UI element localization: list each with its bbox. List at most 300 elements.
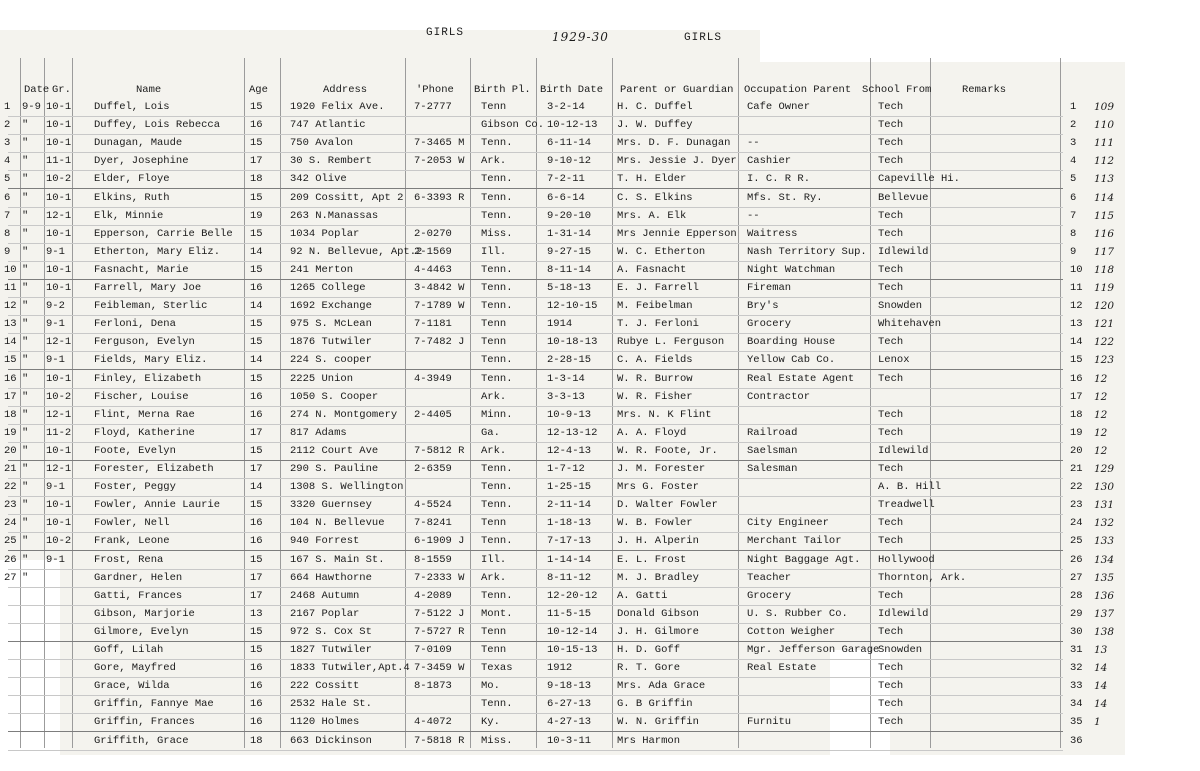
entry-date: " [22, 137, 29, 149]
phone: 6-1909 J [414, 535, 465, 547]
line-number: 4 [4, 155, 11, 167]
phone: 7-5727 R [414, 626, 465, 638]
age: 14 [250, 481, 263, 493]
occupation: Teacher [747, 572, 792, 584]
birth-place: Tenn. [481, 264, 513, 276]
row-count: 17 [1070, 391, 1083, 403]
birth-place: Tenn. [481, 137, 513, 149]
parent-guardian: Mrs. D. F. Dunagan [617, 137, 731, 149]
address: 1876 Tutwiler [290, 336, 372, 348]
row-rule [8, 388, 1063, 389]
row-rule [8, 750, 1063, 751]
age: 15 [250, 336, 263, 348]
birth-place: Tenn. [481, 499, 513, 511]
col-header-address: Address [323, 84, 368, 96]
row-count: 7 [1070, 210, 1077, 222]
phone: 7-5812 R [414, 445, 465, 457]
address: 209 Cossitt, Apt 2 [290, 192, 404, 204]
entry-date: " [22, 173, 29, 185]
birth-date: 6-11-14 [547, 137, 592, 149]
remark-number: 12 [1094, 409, 1108, 421]
grade: 9-1 [46, 554, 65, 566]
phone: 7-5818 R [414, 735, 465, 747]
remark-number: 116 [1094, 228, 1115, 240]
birth-date: 9-10-12 [547, 155, 592, 167]
row-count: 30 [1070, 626, 1083, 638]
row-count: 26 [1070, 554, 1083, 566]
birth-date: 6-27-13 [547, 698, 592, 710]
parent-guardian: T. H. Elder [617, 173, 687, 185]
remark-number: 135 [1094, 572, 1115, 584]
address: 241 Merton [290, 264, 354, 276]
address: 663 Dickinson [290, 735, 372, 747]
remark-number: 110 [1094, 119, 1115, 131]
parent-guardian: Rubye L. Ferguson [617, 336, 725, 348]
student-name: Gilmore, Evelyn [94, 626, 189, 638]
entry-date: " [22, 499, 29, 511]
occupation: Cafe Owner [747, 101, 811, 113]
birth-date: 1-18-13 [547, 517, 592, 529]
student-name: Fields, Mary Eliz. [94, 354, 208, 366]
occupation: Night Watchman [747, 264, 836, 276]
school-from: Tech [878, 228, 904, 240]
occupation: Waitress [747, 228, 798, 240]
phone: 7-2333 W [414, 572, 465, 584]
grade: 10-1 [46, 192, 72, 204]
address: 747 Atlantic [290, 119, 366, 131]
school-from: Tech [878, 590, 904, 602]
remark-number: 14 [1094, 662, 1108, 674]
phone: 4-4463 [414, 264, 452, 276]
student-name: Fasnacht, Marie [94, 264, 189, 276]
row-count: 32 [1070, 662, 1083, 674]
row-count: 29 [1070, 608, 1083, 620]
age: 15 [250, 137, 263, 149]
parent-guardian: W. R. Foote, Jr. [617, 445, 718, 457]
row-count: 5 [1070, 173, 1077, 185]
birth-place: Miss. [481, 735, 513, 747]
parent-guardian: Mrs G. Foster [617, 481, 699, 493]
address: 92 N. Bellevue, Apt.2 [290, 246, 423, 258]
remark-number: 12 [1094, 373, 1108, 385]
row-rule [8, 351, 1063, 352]
phone: 7-1789 W [414, 300, 465, 312]
row-rule [8, 188, 1063, 189]
occupation: -- [747, 137, 760, 149]
birth-place: Ark. [481, 155, 507, 167]
address: 2112 Court Ave [290, 445, 379, 457]
age: 14 [250, 300, 263, 312]
birth-place: Ark. [481, 391, 507, 403]
birth-place: Tenn. [481, 282, 513, 294]
line-number: 25 [4, 535, 17, 547]
row-rule [8, 315, 1063, 316]
age: 16 [250, 517, 263, 529]
birth-date: 7-17-13 [547, 535, 592, 547]
address: 1120 Holmes [290, 716, 360, 728]
phone: 7-3465 M [414, 137, 465, 149]
line-number: 23 [4, 499, 17, 511]
age: 17 [250, 590, 263, 602]
line-number: 3 [4, 137, 11, 149]
entry-date: " [22, 246, 29, 258]
school-from: Tech [878, 517, 904, 529]
line-number: 6 [4, 192, 11, 204]
birth-date: 5-18-13 [547, 282, 592, 294]
row-rule [8, 261, 1063, 262]
age: 15 [250, 644, 263, 656]
col-header-date: Date [24, 84, 50, 96]
age: 15 [250, 626, 263, 638]
school-from: Lenox [878, 354, 910, 366]
phone: 7-8241 [414, 517, 452, 529]
school-from: Hollywood [878, 554, 935, 566]
student-name: Foster, Peggy [94, 481, 176, 493]
row-count: 25 [1070, 535, 1083, 547]
parent-guardian: E. J. Farrell [617, 282, 699, 294]
row-count: 35 [1070, 716, 1083, 728]
parent-guardian: W. C. Etherton [617, 246, 706, 258]
row-count: 23 [1070, 499, 1083, 511]
birth-date: 12-13-12 [547, 427, 598, 439]
entry-date: " [22, 535, 29, 547]
address: 342 Olive [290, 173, 347, 185]
row-rule [8, 550, 1063, 551]
birth-date: 9-18-13 [547, 680, 592, 692]
occupation: Mfs. St. Ry. [747, 192, 823, 204]
row-count: 11 [1070, 282, 1083, 294]
school-from: Tech [878, 210, 904, 222]
parent-guardian: C. S. Elkins [617, 192, 693, 204]
entry-date: " [22, 409, 29, 421]
entry-date: " [22, 119, 29, 131]
row-count: 13 [1070, 318, 1083, 330]
address: 1265 College [290, 282, 366, 294]
age: 16 [250, 662, 263, 674]
entry-date: " [22, 318, 29, 330]
remark-number: 14 [1094, 698, 1108, 710]
birth-date: 4-27-13 [547, 716, 592, 728]
row-count: 33 [1070, 680, 1083, 692]
age: 17 [250, 427, 263, 439]
student-name: Etherton, Mary Eliz. [94, 246, 221, 258]
remark-number: 131 [1094, 499, 1115, 511]
student-name: Gardner, Helen [94, 572, 183, 584]
parent-guardian: E. L. Frost [617, 554, 687, 566]
school-from: Tech [878, 716, 904, 728]
birth-place: Tenn [481, 644, 507, 656]
row-count: 27 [1070, 572, 1083, 584]
entry-date: " [22, 427, 29, 439]
occupation: City Engineer [747, 517, 829, 529]
age: 16 [250, 716, 263, 728]
address: 104 N. Bellevue [290, 517, 385, 529]
birth-date: 1912 [547, 662, 573, 674]
sheet-year: 1929-30 [552, 30, 609, 44]
row-count: 15 [1070, 354, 1083, 366]
grade: 10-1 [46, 517, 72, 529]
entry-date: " [22, 300, 29, 312]
grade: 10-1 [46, 445, 72, 457]
school-from: A. B. Hill [878, 481, 942, 493]
col-header-remarks: Remarks [962, 84, 1007, 96]
remark-number: 112 [1094, 155, 1115, 167]
line-number: 9 [4, 246, 11, 258]
occupation: Nash Territory Sup. [747, 246, 867, 258]
line-number: 15 [4, 354, 17, 366]
school-from: Tech [878, 427, 904, 439]
birth-place: Mo. [481, 680, 500, 692]
address: 940 Forrest [290, 535, 360, 547]
line-number: 5 [4, 173, 11, 185]
row-count: 16 [1070, 373, 1083, 385]
remark-number: 134 [1094, 554, 1115, 566]
birth-date: 12-20-12 [547, 590, 598, 602]
remark-number: 132 [1094, 517, 1115, 529]
address: 750 Avalon [290, 137, 354, 149]
row-count: 2 [1070, 119, 1077, 131]
age: 17 [250, 572, 263, 584]
occupation: Saelsman [747, 445, 798, 457]
student-name: Grace, Wilda [94, 680, 170, 692]
birth-place: Ark. [481, 572, 507, 584]
birth-place: Tenn. [481, 698, 513, 710]
phone: 7-1181 [414, 318, 452, 330]
student-name: Elkins, Ruth [94, 192, 170, 204]
phone: 7-2777 [414, 101, 452, 113]
school-from: Tech [878, 101, 904, 113]
address: 224 S. cooper [290, 354, 372, 366]
phone: 4-3949 [414, 373, 452, 385]
entry-date: " [22, 373, 29, 385]
grade: 9-1 [46, 354, 65, 366]
parent-guardian: H. D. Goff [617, 644, 681, 656]
row-rule [8, 424, 1063, 425]
occupation: Furnitu [747, 716, 792, 728]
address: 817 Adams [290, 427, 347, 439]
row-rule [8, 677, 1063, 678]
phone: 3-4842 W [414, 282, 465, 294]
remark-number: 12 [1094, 427, 1108, 439]
student-name: Ferguson, Evelyn [94, 336, 195, 348]
line-number: 19 [4, 427, 17, 439]
grade: 10-1 [46, 373, 72, 385]
grade: 9-2 [46, 300, 65, 312]
row-rule [8, 623, 1063, 624]
entry-date: " [22, 210, 29, 222]
remark-number: 111 [1094, 137, 1115, 149]
remark-number: 1 [1094, 716, 1101, 728]
student-name: Foote, Evelyn [94, 445, 176, 457]
col-header-school: School From [862, 84, 932, 96]
entry-date: " [22, 445, 29, 457]
remark-number: 138 [1094, 626, 1115, 638]
birth-place: Ark. [481, 445, 507, 457]
phone: 7-3459 W [414, 662, 465, 674]
parent-guardian: R. T. Gore [617, 662, 681, 674]
row-rule [8, 496, 1063, 497]
birth-place: Tenn [481, 517, 507, 529]
parent-guardian: A. A. Floyd [617, 427, 687, 439]
phone: 7-7482 J [414, 336, 465, 348]
line-number: 22 [4, 481, 17, 493]
birth-place: Tenn. [481, 590, 513, 602]
school-from: Tech [878, 463, 904, 475]
birth-date: 9-27-15 [547, 246, 592, 258]
col-header-phone: 'Phone [416, 84, 454, 96]
line-number: 16 [4, 373, 17, 385]
grade: 10-1 [46, 264, 72, 276]
student-name: Frank, Leone [94, 535, 170, 547]
school-from: Thornton, Ark. [878, 572, 967, 584]
line-number: 21 [4, 463, 17, 475]
student-name: Goff, Lilah [94, 644, 164, 656]
birth-place: Ill. [481, 554, 507, 566]
grade: 10-1 [46, 228, 72, 240]
student-name: Finley, Elizabeth [94, 373, 202, 385]
birth-date: 11-5-15 [547, 608, 592, 620]
entry-date: 9-9 [22, 101, 41, 113]
grade: 10-2 [46, 391, 72, 403]
birth-place: Tenn [481, 626, 507, 638]
remark-number: 109 [1094, 101, 1115, 113]
age: 16 [250, 680, 263, 692]
birth-place: Tenn [481, 101, 507, 113]
student-name: Griffin, Frances [94, 716, 195, 728]
phone: 7-2053 W [414, 155, 465, 167]
row-rule [8, 243, 1063, 244]
grade: 10-1 [46, 101, 72, 113]
birth-date: 12-10-15 [547, 300, 598, 312]
occupation: Yellow Cab Co. [747, 354, 836, 366]
phone: 2-0270 [414, 228, 452, 240]
row-count: 36 [1070, 735, 1083, 747]
address: 2225 Union [290, 373, 354, 385]
col-header-age: Age [249, 84, 268, 96]
remark-number: 121 [1094, 318, 1115, 330]
remark-number: 117 [1094, 246, 1115, 258]
grade: 9-1 [46, 318, 65, 330]
grade: 11-2 [46, 427, 72, 439]
school-from: Tech [878, 626, 904, 638]
school-from: Tech [878, 662, 904, 674]
age: 16 [250, 535, 263, 547]
row-count: 24 [1070, 517, 1083, 529]
remark-number: 136 [1094, 590, 1115, 602]
birth-place: Ga. [481, 427, 500, 439]
age: 15 [250, 101, 263, 113]
phone: 7-5122 J [414, 608, 465, 620]
address: 290 S. Pauline [290, 463, 379, 475]
age: 19 [250, 210, 263, 222]
col-header-parent: Parent or Guardian [620, 84, 734, 96]
phone: 4-4072 [414, 716, 452, 728]
remark-number: 115 [1094, 210, 1115, 222]
sheet-title-right: GIRLS [684, 32, 723, 44]
birth-place: Tenn. [481, 192, 513, 204]
entry-date: " [22, 264, 29, 276]
student-name: Frost, Rena [94, 554, 164, 566]
occupation: Fireman [747, 282, 792, 294]
school-from: Tech [878, 264, 904, 276]
row-count: 20 [1070, 445, 1083, 457]
student-name: Forester, Elizabeth [94, 463, 214, 475]
age: 17 [250, 463, 263, 475]
row-rule [8, 695, 1063, 696]
phone: 2-4405 [414, 409, 452, 421]
student-name: Floyd, Katherine [94, 427, 195, 439]
parent-guardian: Mrs. Jessie J. Dyer [617, 155, 737, 167]
occupation: Night Baggage Agt. [747, 554, 861, 566]
birth-place: Miss. [481, 228, 513, 240]
address: 1050 S. Cooper [290, 391, 379, 403]
entry-date: " [22, 282, 29, 294]
address: 274 N. Montgomery [290, 409, 398, 421]
school-from: Treadwell [878, 499, 935, 511]
parent-guardian: J. M. Forester [617, 463, 706, 475]
birth-date: 12-4-13 [547, 445, 592, 457]
entry-date: " [22, 192, 29, 204]
birth-date: 2-11-14 [547, 499, 592, 511]
row-count: 34 [1070, 698, 1083, 710]
col-header-grade: Gr. [52, 84, 71, 96]
age: 15 [250, 228, 263, 240]
school-from: Tech [878, 155, 904, 167]
age: 15 [250, 499, 263, 511]
phone: 8-1873 [414, 680, 452, 692]
address: 3320 Guernsey [290, 499, 372, 511]
birth-date: 1-14-14 [547, 554, 592, 566]
parent-guardian: Mrs Harmon [617, 735, 681, 747]
parent-guardian: Mrs. A. Elk [617, 210, 687, 222]
remark-number: 118 [1094, 264, 1115, 276]
parent-guardian: Mrs. Ada Grace [617, 680, 706, 692]
parent-guardian: M. Feibelman [617, 300, 693, 312]
birth-date: 3-2-14 [547, 101, 585, 113]
birth-place: Tenn [481, 336, 507, 348]
school-from: Idlewild [878, 608, 929, 620]
parent-guardian: M. J. Bradley [617, 572, 699, 584]
sheet-title-left: GIRLS [426, 27, 465, 39]
occupation: Grocery [747, 318, 792, 330]
student-name: Elder, Floye [94, 173, 170, 185]
student-name: Duffel, Lois [94, 101, 170, 113]
grade: 11-1 [46, 155, 72, 167]
school-from: Tech [878, 119, 904, 131]
birth-place: Tenn. [481, 463, 513, 475]
student-name: Fowler, Nell [94, 517, 170, 529]
row-rule [8, 478, 1063, 479]
school-from: Tech [878, 698, 904, 710]
row-rule [8, 605, 1063, 606]
entry-date: " [22, 463, 29, 475]
age: 15 [250, 192, 263, 204]
address: 2468 Autumn [290, 590, 360, 602]
col-header-name: Name [136, 84, 162, 96]
birth-date: 1-3-14 [547, 373, 585, 385]
line-number: 24 [4, 517, 17, 529]
remark-number: 133 [1094, 535, 1115, 547]
phone: 7-0109 [414, 644, 452, 656]
birth-date: 1-25-15 [547, 481, 592, 493]
row-count: 22 [1070, 481, 1083, 493]
parent-guardian: H. C. Duffel [617, 101, 693, 113]
school-from: Tech [878, 137, 904, 149]
line-number: 8 [4, 228, 11, 240]
birth-date: 10-3-11 [547, 735, 592, 747]
row-rule [8, 152, 1063, 153]
address: 1827 Tutwiler [290, 644, 372, 656]
